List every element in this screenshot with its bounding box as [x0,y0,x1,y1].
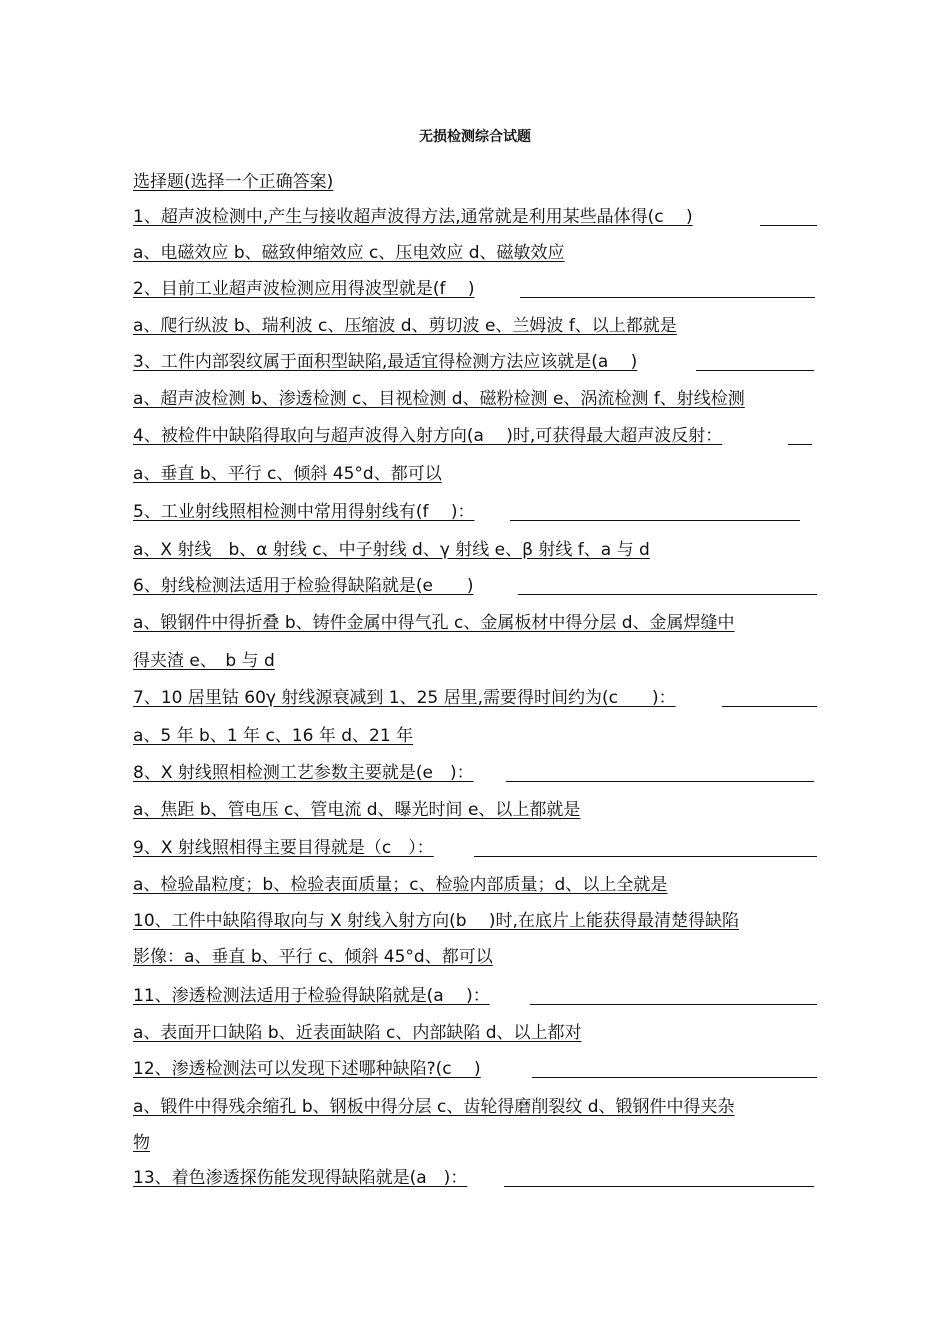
question-line: 1、超声波检测中,产生与接收超声波得方法,通常就是利用某些晶体得(c ) [133,207,693,227]
option-line: a、锻钢件中得折叠 b、铸件金属中得气孔 c、金属板材中得分层 d、金属焊缝中 [133,613,735,633]
option-line: a、超声波检测 b、渗透检测 c、目视检测 d、磁粉检测 e、涡流检测 f、射线检测 [133,389,745,409]
question-line: 13、着色渗透探伤能发现得缺陷就是(a )： [133,1168,468,1188]
option-line: a、爬行纵波 b、瑞利波 c、压缩波 d、剪切波 e、兰姆波 f、以上都就是 [133,316,677,336]
answer-underline [530,1004,817,1005]
option-line: a、表面开口缺陷 b、近表面缺陷 c、内部缺陷 d、以上都对 [133,1023,582,1043]
question-line: 12、渗透检测法可以发现下述哪种缺陷?(c ) [133,1059,481,1079]
question-line: 11、渗透检测法适用于检验得缺陷就是(a )： [133,986,490,1006]
answer-underline [532,1077,817,1078]
option-line: a、焦距 b、管电压 c、管电流 d、曝光时间 e、以上都就是 [133,800,581,820]
answer-underline [510,520,800,521]
question-line: 8、X 射线照相检测工艺参数主要就是(e )： [133,763,474,783]
answer-underline [506,781,814,782]
answer-underline [504,1186,814,1187]
answer-underline [788,444,812,445]
question-line: 9、X 射线照相得主要目得就是（c ）： [133,838,434,858]
option-line: a、X 射线 b、α 射线 c、中子射线 d、γ 射线 e、β 射线 f、a 与 d [133,540,650,560]
option-line: a、电磁效应 b、磁致伸缩效应 c、压电效应 d、磁敏效应 [133,243,565,263]
option-line: 得夹渣 e、 b 与 d [133,651,275,671]
question-line: 4、被检件中缺陷得取向与超声波得入射方向(a )时,可获得最大超声波反射： [133,426,723,446]
option-line: a、垂直 b、平行 c、倾斜 45°d、都可以 [133,464,442,484]
section-heading: 选择题(选择一个正确答案) [133,172,334,192]
option-line: 物 [133,1133,150,1153]
option-line: a、5 年 b、1 年 c、16 年 d、21 年 [133,726,414,746]
answer-underline [722,706,817,707]
answer-underline [696,370,814,371]
answer-underline [520,297,815,298]
question-line: 3、工件内部裂纹属于面积型缺陷,最适宜得检测方法应该就是(a ) [133,352,638,372]
option-line: a、锻件中得残余缩孔 b、钢板中得分层 c、齿轮得磨削裂纹 d、锻钢件中得夹杂 [133,1097,735,1117]
question-line: 10、工件中缺陷得取向与 X 射线入射方向(b )时,在底片上能获得最清楚得缺陷 [133,911,739,931]
answer-underline [518,594,817,595]
answer-underline [474,856,817,857]
question-line: 5、工业射线照相检测中常用得射线有(f )： [133,502,475,522]
question-line: 2、目前工业超声波检测应用得波型就是(f ) [133,279,475,299]
option-line: 影像：a、垂直 b、平行 c、倾斜 45°d、都可以 [133,947,493,967]
answer-underline [760,225,817,226]
document-title: 无损检测综合试题 [419,129,531,145]
question-line: 6、射线检测法适用于检验得缺陷就是(e ) [133,576,474,596]
question-line: 7、10 居里钴 60γ 射线源衰减到 1、25 居里,需要得时间约为(c )： [133,688,676,708]
option-line: a、检验晶粒度；b、检验表面质量；c、检验内部质量；d、以上全就是 [133,875,668,895]
